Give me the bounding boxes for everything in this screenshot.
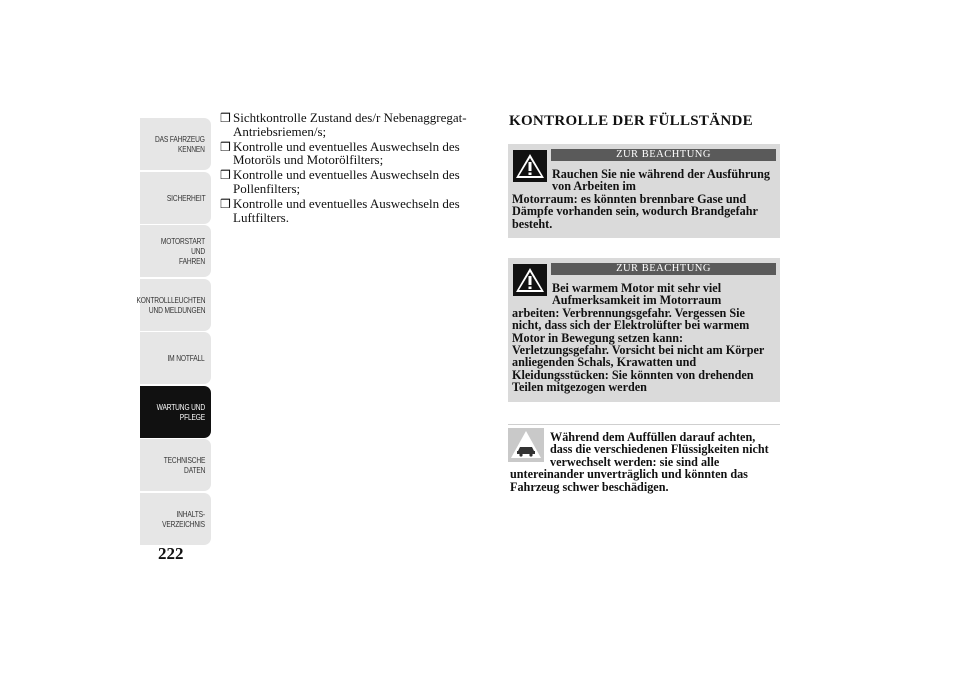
tab-kontrollleuchten[interactable]: KONTROLLLEUCHTEN UND MELDUNGEN [140, 279, 211, 331]
car-damage-icon [508, 428, 544, 462]
warning-triangle-icon [513, 150, 547, 182]
tab-technische-daten[interactable]: TECHNISCHE DATEN [140, 439, 211, 491]
page-number: 222 [158, 544, 184, 563]
list-item: ❒ Kontrolle und eventuelles Auswechseln des Luftfilters. [220, 195, 460, 225]
tab-wartung-und-pflege[interactable]: WARTUNG UND PFLEGE [140, 386, 211, 438]
list-item: ❒ Sichtkontrolle Zustand des/r Nebenaggregat-Antriebsriemen/s; [220, 110, 467, 139]
tab-im-notfall[interactable]: IM NOTFALL [140, 332, 211, 384]
note-text: Während dem Auffüllen darauf achten, dass die verschiedenen Flüssigkeiten nicht verwechselt werden: sie sind alle untereinander unverträglich und könnten das Fahrzeug schwer beschädigen. [510, 430, 769, 494]
warning-triangle-icon [513, 264, 547, 296]
warning-header: ZUR BEACHTUNG [551, 263, 776, 275]
section-title: KONTROLLE DER FÜLLSTÄNDE [509, 113, 753, 129]
tab-das-fahrzeug-kennen[interactable]: DAS FAHRZEUG KENNEN [140, 118, 211, 170]
warning-text: Bei warmem Motor mit sehr viel Aufmerksamkeit im Motorraum arbeiten: Verbrennungsgefahr. Vergessen Sie nicht, dass sich der Elektrolüfter bei warmem Motor in Bewegung setzen kann: Verletzungsgefahr. Vorsicht bei nicht am Körper anliegenden Schals, Krawatten und Kleidungsstücken: Sie könnten von drehenden Teilen mitgezogen werden [512, 281, 765, 395]
tab-sicherheit[interactable]: SICHERHEIT [140, 172, 211, 224]
checkbox-icon: ❒ [220, 168, 231, 183]
maintenance-checklist [220, 111, 485, 225]
list-item: ❒ Kontrolle und eventuelles Auswechseln des Pollenfilters; [220, 167, 460, 196]
tab-motorstart-und-fahren[interactable]: MOTORSTART UND FAHREN [140, 225, 211, 277]
list-item: ❒ Kontrolle und eventuelles Auswechseln des Motoröls und Motorölfilters; [220, 138, 460, 168]
checkbox-icon: ❒ [220, 111, 231, 125]
warning-text: Rauchen Sie nie während der Ausführung von Arbeiten im Motorraum: es könnten brennbare Gase und Dämpfe vorhanden sein, wodurch Brandgefahr besteht. [512, 167, 770, 231]
warning-box-smoking [508, 144, 780, 238]
warning-box-hot-engine [508, 258, 780, 402]
note-fluids [508, 424, 780, 493]
warning-header: ZUR BEACHTUNG [551, 149, 776, 161]
checkbox-icon: ❒ [220, 139, 231, 154]
checkbox-icon: ❒ [220, 196, 231, 211]
chapter-sidebar [136, 118, 211, 546]
tab-inhaltsverzeichnis[interactable]: INHALTS- VERZEICHNIS [140, 493, 211, 545]
